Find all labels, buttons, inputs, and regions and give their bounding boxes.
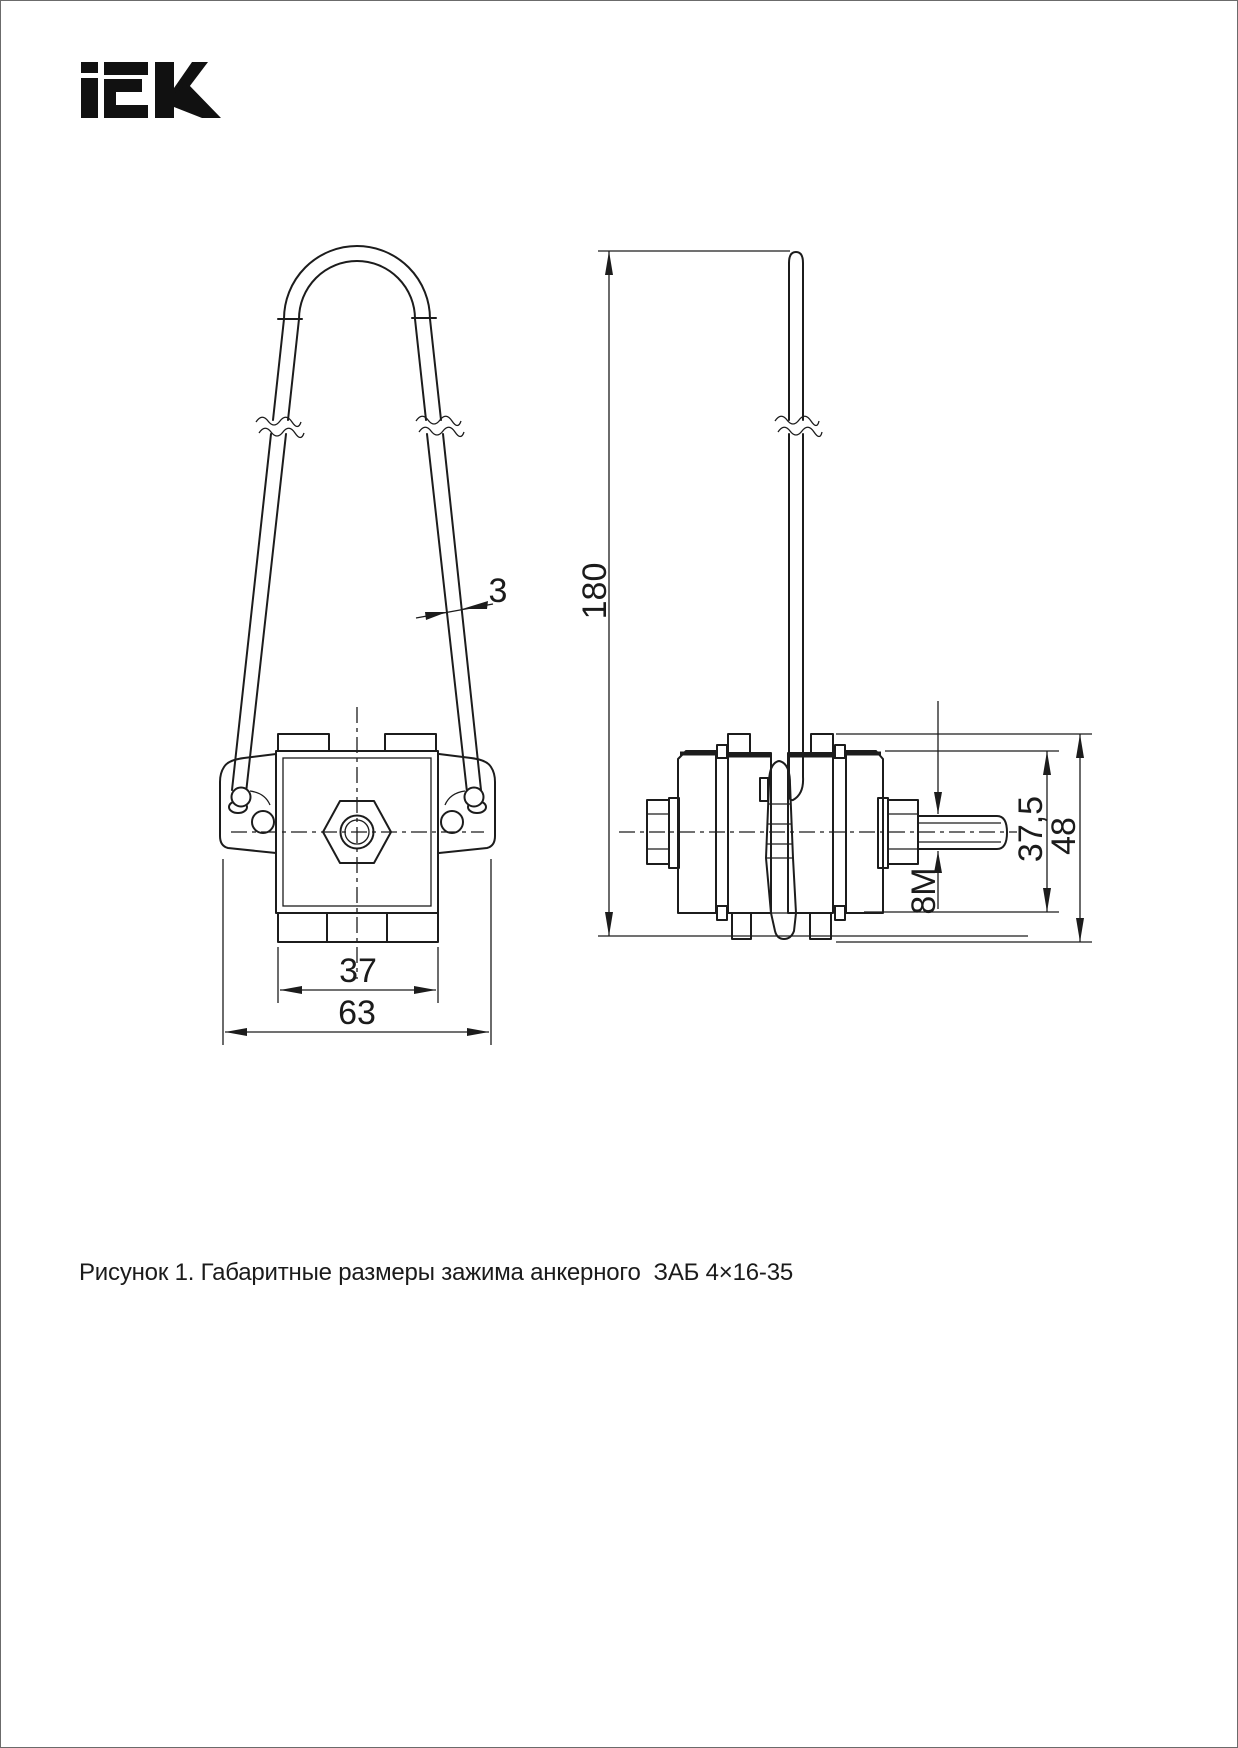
figure-caption: Рисунок 1. Габаритные размеры зажима анкерного ЗАБ 4×16-35 — [79, 1259, 793, 1286]
left-wire-end — [232, 788, 251, 807]
side-view — [576, 251, 1092, 942]
left-keyhole — [252, 811, 274, 833]
right-keyhole — [441, 811, 463, 833]
technical-drawing — [1, 1, 1238, 1748]
dim-wire-thickness: 3 — [488, 572, 508, 610]
right-wire-end — [465, 788, 484, 807]
dim-body-width: 37 — [339, 952, 377, 990]
front-view — [220, 246, 507, 1045]
dim-overall-width: 63 — [338, 994, 376, 1032]
dim-clamp-height: 37,5 — [1012, 795, 1050, 863]
dim-thread-label: 8М — [905, 867, 943, 915]
dim-overall-height: 180 — [576, 562, 614, 620]
dim-overall-depth: 48 — [1045, 817, 1083, 855]
